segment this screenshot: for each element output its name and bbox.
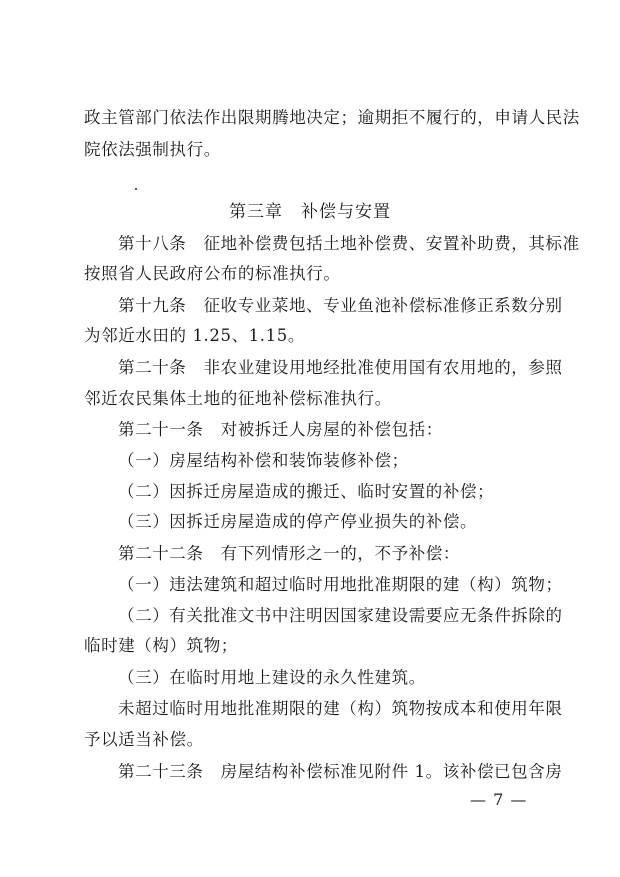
article-20-line: 第二十条 非农业建设用地经批准使用国有农用地的，参照 xyxy=(118,358,563,377)
article-22-item: （三）在临时用地上建设的永久性建筑。 xyxy=(118,668,426,687)
article-22-item: （一）违法建筑和超过临时用地批准期限的建（构）筑物； xyxy=(118,575,563,594)
article-20-line: 邻近农民集体土地的征地补偿标准执行。 xyxy=(84,389,392,408)
scan-speck xyxy=(135,188,137,190)
article-21-item: （二）因拆迁房屋造成的搬迁、临时安置的补偿； xyxy=(118,482,495,501)
article-21-item: （一）房屋结构补偿和装饰装修补偿； xyxy=(118,451,409,470)
paragraph-continuation-line: 政主管部门依法作出限期腾地决定；逾期拒不履行的，申请人民法 xyxy=(84,108,580,127)
article-19-line: 第十九条 征收专业菜地、专业鱼池补偿标准修正系数分别 xyxy=(118,296,563,315)
chapter-title: 第三章 补偿与安置 xyxy=(229,202,391,222)
article-19-line: 为邻近水田的 1.25、1.15。 xyxy=(84,326,305,345)
article-22-line: 未超过临时用地批准期限的建（构）筑物按成本和使用年限 xyxy=(118,699,563,718)
article-23-line: 第二十三条 房屋结构补偿标准见附件 1。该补偿已包含房 xyxy=(118,762,563,781)
paragraph-continuation-line: 院依法强制执行。 xyxy=(84,140,221,159)
article-18-line: 第十八条 征地补偿费包括土地补偿费、安置补助费，其标准 xyxy=(118,234,580,253)
article-21-line: 第二十一条 对被拆迁人房屋的补偿包括： xyxy=(118,420,443,439)
article-22-item: 临时建（构）筑物； xyxy=(84,636,238,655)
article-22-line: 予以适当补偿。 xyxy=(84,730,204,749)
article-22-item: （二）有关批准文书中注明因国家建设需要应无条件拆除的 xyxy=(118,606,563,625)
article-22-line: 第二十二条 有下列情形之一的，不予补偿： xyxy=(118,544,460,563)
article-21-item: （三）因拆迁房屋造成的停产停业损失的补偿。 xyxy=(118,512,478,531)
article-18-line: 按照省人民政府公布的标准执行。 xyxy=(84,264,341,283)
page-number: — 7 — xyxy=(470,790,528,809)
